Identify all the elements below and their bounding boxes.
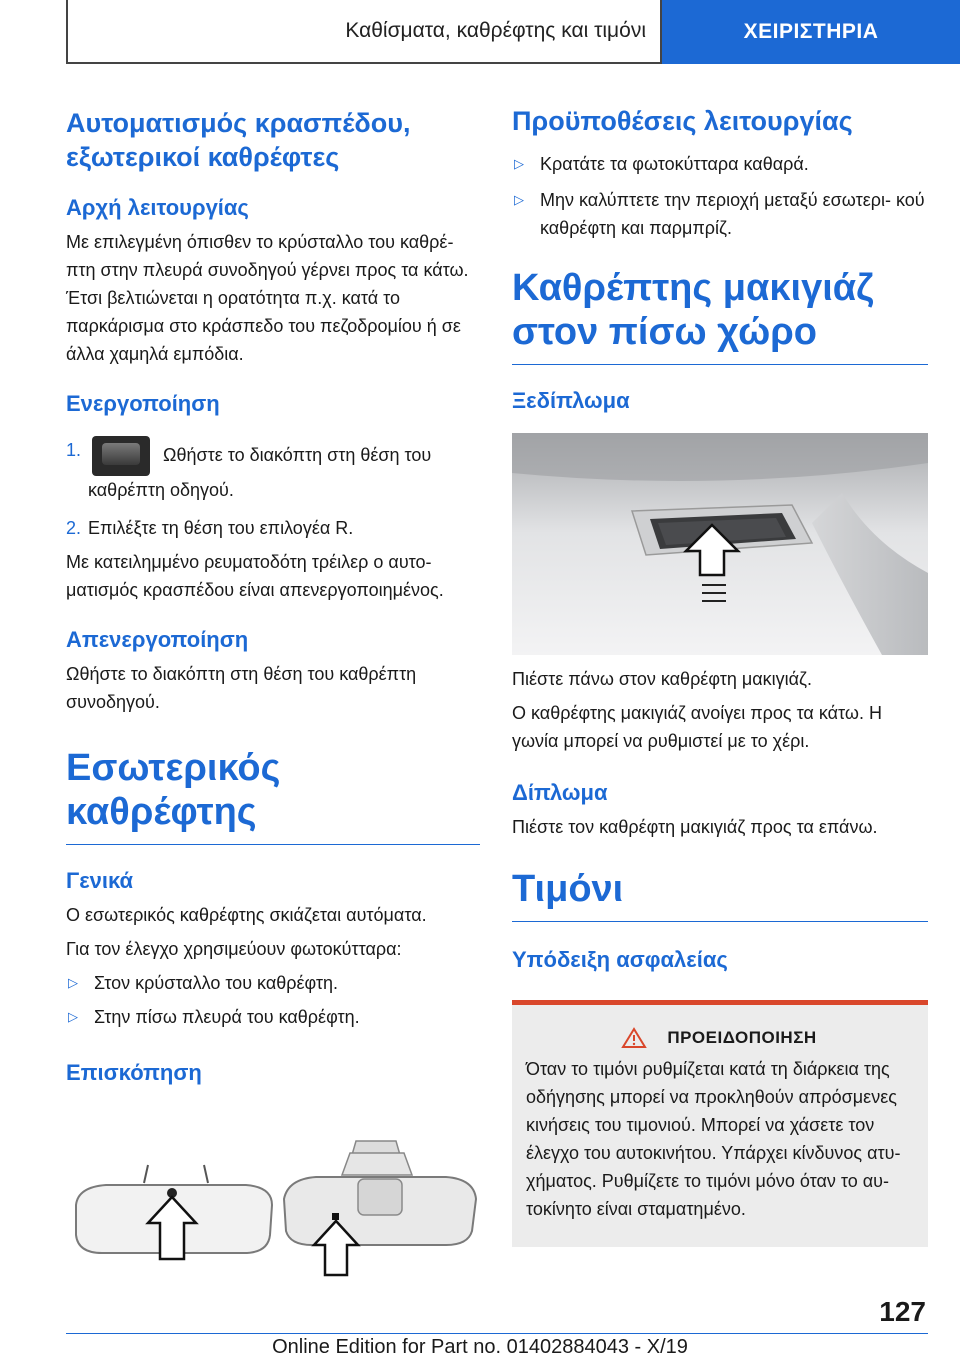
deactivation-heading: Απενεργοποίηση <box>66 627 249 652</box>
principle-heading: Αρχή λειτουργίας <box>66 195 249 220</box>
prereq-bullet-1: ▷ Κρατάτε τα φωτοκύτταρα καθαρά. <box>512 150 928 178</box>
general-text: Ο εσωτερικός καθρέφτης σκιάζεται αυτόματα. <box>66 905 427 925</box>
triangle-bullet-icon: ▷ <box>68 975 78 990</box>
fold-text: Πιέστε τον καθρέφτη μακιγιάζ προς τα επάνω. <box>512 817 878 837</box>
step-1-number: 1. <box>66 440 82 460</box>
page-number: 127 <box>879 1296 926 1327</box>
sensor-bullet-2: ▷ Στην πίσω πλευρά του καθρέφτη. <box>66 1003 480 1031</box>
warning-text: Όταν το τιμόνι ρυθμίζεται κατά τη διάρκεια της οδήγησης μπορεί να προκληθούν απρόσμενες κινήσεις του τιμονιού. Μπορεί να χάσετε τον έλεγχο του αυτοκινήτου. Υπάρχει κίνδυνος ατυ- χήματος. Ρυθμίζετε το τιμόνι μόνο όταν το αυ- τοκίνητο είναι σταματημένο. <box>526 1059 901 1219</box>
step-2-number: 2. <box>66 518 82 538</box>
step-1 <box>66 436 480 504</box>
vanity-mirror-illustration <box>512 433 928 655</box>
deactivation-text: Ωθήστε το διακόπτη στη θέση του καθρέπτη συνοδηγού. <box>66 664 417 712</box>
right-column <box>512 100 928 1247</box>
unfold-text-2: Ο καθρέφτης μακιγιάζ ανοίγει προς τα κάτω. Η γωνία μπορεί να ρυθμιστεί με το χέρι. <box>512 703 882 751</box>
overview-heading: Επισκόπηση <box>66 1060 202 1085</box>
unfold-heading: Ξεδίπλωμα <box>512 388 630 413</box>
general-heading: Γενικά <box>66 868 134 893</box>
fold-heading: Δίπλωμα <box>512 780 608 805</box>
auto-curb-heading: Αυτοματισμός κρασπέδου, εξωτερικοί καθρέφτες <box>66 108 411 172</box>
warning-title <box>526 1027 912 1049</box>
unfold-text-1: Πιέστε πάνω στον καθρέφτη μακιγιάζ. <box>512 669 812 689</box>
activation-heading: Ενεργοποίηση <box>66 391 220 416</box>
interior-mirror-heading: Εσωτερικός καθρέφτης <box>66 746 480 845</box>
triangle-bullet-icon: ▷ <box>68 1009 78 1024</box>
edition-footer: Online Edition for Part no. 01402884043 - X/19 <box>272 1336 688 1358</box>
sensors-text: Για τον έλεγχο χρησιμεύουν φωτοκύτταρα: <box>66 939 402 959</box>
page-header <box>66 0 960 64</box>
step-1-text: Ωθήστε το διακόπτη στη θέση του καθρέπτη οδηγού. <box>88 444 432 500</box>
step-2-text: Επιλέξτε τη θέση του επιλογέα R. <box>88 518 354 538</box>
prerequisites-heading: Προϋποθέσεις λειτουργίας <box>512 106 853 136</box>
interior-mirror-illustration <box>66 1135 480 1295</box>
mirror-switch-icon <box>92 436 150 476</box>
mirror-front-view <box>76 1165 272 1259</box>
sensor-bullet-1: ▷ Στον κρύσταλλο του καθρέφτη. <box>66 969 480 997</box>
triangle-bullet-icon: ▷ <box>514 156 524 171</box>
principle-text: Με επιλεγμένη όπισθεν το κρύσταλλο του καθρέ- πτη στην πλευρά συνοδηγού γέρνει προς τα κάτω. Έτσι βελτιώνεται η ορατότητα π.χ. κατά το παρκάρισμα στο κράσπεδο του πεζοδρομίου ή σε άλλα χαμηλά εμπόδια. <box>66 232 469 364</box>
safety-heading: Υπόδειξη ασφαλείας <box>512 947 728 972</box>
prereq-bullet-2: ▷ Μην καλύπτετε την περιοχή μεταξύ εσωτερι- κού καθρέφτη και παρμπρίζ. <box>512 186 928 242</box>
warning-triangle-icon <box>621 1027 647 1049</box>
mirror-back-view <box>284 1141 476 1275</box>
warning-label: ΠΡΟΕΙΔΟΠΟΙΗΣΗ <box>667 1028 817 1047</box>
triangle-bullet-icon: ▷ <box>514 192 524 207</box>
footer-divider <box>66 1333 928 1334</box>
vanity-mirror-heading: Καθρέπτης μακιγιάζ στον πίσω χώρο <box>512 266 928 365</box>
chapter-tab[interactable]: ΧΕΙΡΙΣΤΗΡΙΑ <box>662 0 960 64</box>
warning-box <box>512 1000 928 1247</box>
step-2 <box>66 514 480 542</box>
trailer-text: Με κατειλημμένο ρευματοδότη τρέιλερ ο αυτο- ματισμός κρασπέδου είναι απενεργοποιημένος. <box>66 552 444 600</box>
section-title: Καθίσματα, καθρέφτης και τιμόνι <box>66 0 662 64</box>
steering-wheel-heading: Τιμόνι <box>512 867 928 922</box>
left-column <box>66 100 480 1295</box>
